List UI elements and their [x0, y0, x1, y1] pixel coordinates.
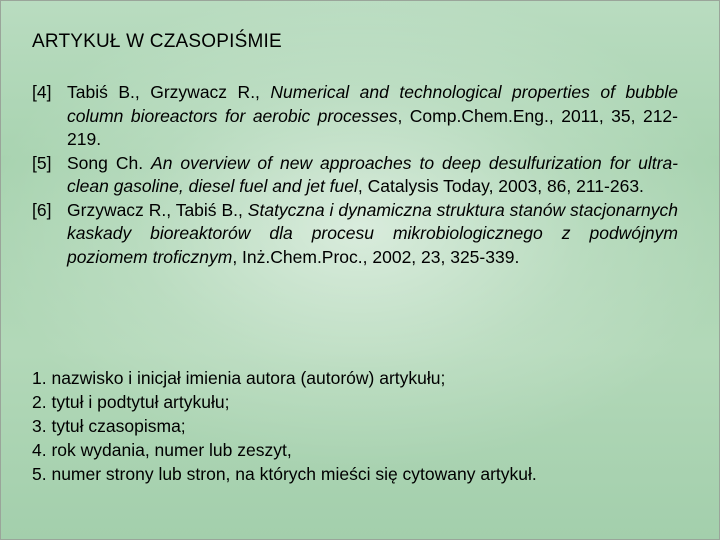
reference-number: [6] — [32, 199, 52, 220]
reference-number: [5] — [32, 152, 52, 173]
list-item: 4. rok wydania, numer lub zeszyt, — [32, 440, 292, 460]
reference-authors: Grzywacz R., Tabiś B., — [67, 199, 248, 220]
reference-item — [32, 152, 678, 199]
reference-source: , Inż.Chem.Proc., 2002, 23, 325-339. — [232, 246, 520, 267]
list-item: 3. tytuł czasopisma; — [32, 416, 186, 436]
citation-elements-list — [32, 366, 692, 486]
reference-authors: Tabiś B., Grzywacz R., — [67, 82, 271, 102]
list-item: 5. numer strony lub stron, na których mieści się cytowany artykuł. — [32, 464, 537, 484]
reference-title: Numerical and technological properties of bubble column bioreactors for aerobic processes — [67, 82, 678, 126]
reference-title: Statyczna i dynamiczna struktura stanów stacjonarnych kaskady bioreaktorów dla procesu mikrobiologicznego z podwójnym poziomem troficznym — [67, 199, 679, 267]
reference-number: [4] — [32, 82, 52, 102]
list-item: 1. nazwisko i inicjał imienia autora (autorów) artykułu; — [32, 368, 446, 388]
reference-item — [32, 81, 678, 152]
slide-title: ARTYKUŁ W CZASOPIŚMIE — [32, 31, 282, 52]
reference-text — [67, 81, 678, 152]
reference-item — [32, 199, 678, 270]
reference-text — [67, 152, 678, 199]
reference-list — [32, 81, 678, 269]
reference-source: , Comp.Chem.Eng., 2011, 35, 212-219. — [67, 105, 678, 149]
reference-title: An overview of new approaches to deep desulfurization for ultra-clean gasoline, diesel fuel and jet fuel — [67, 152, 678, 196]
reference-authors: Song Ch. — [67, 152, 152, 173]
reference-text — [67, 199, 678, 270]
list-item: 2. tytuł i podtytuł artykułu; — [32, 392, 230, 412]
reference-source: , Catalysis Today, 2003, 86, 211-263. — [357, 176, 644, 196]
